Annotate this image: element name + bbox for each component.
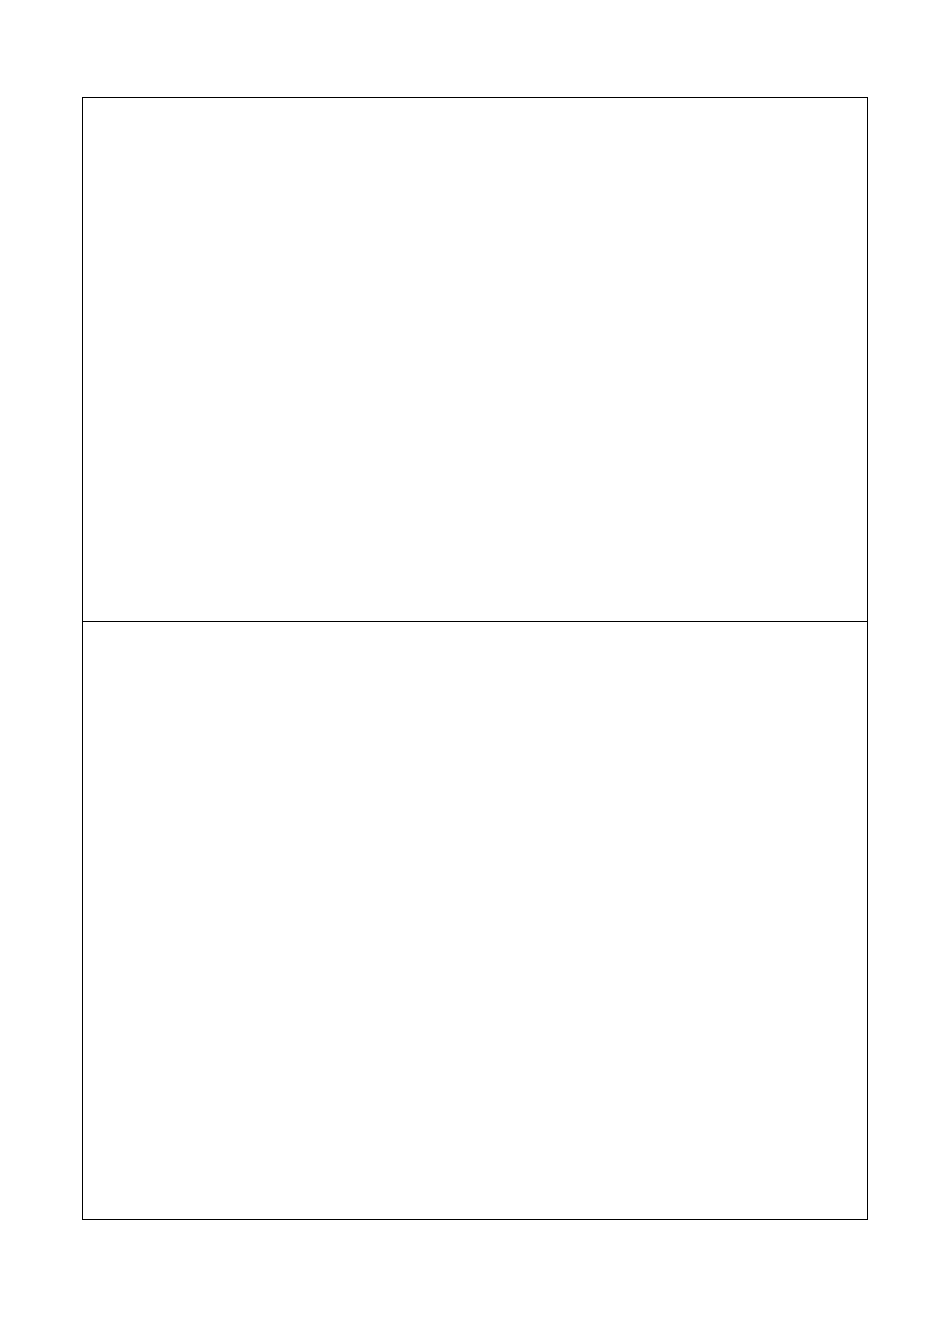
core-points-cell xyxy=(83,622,867,1219)
meeting-notes-cell xyxy=(83,98,867,622)
document-table xyxy=(82,97,868,1220)
